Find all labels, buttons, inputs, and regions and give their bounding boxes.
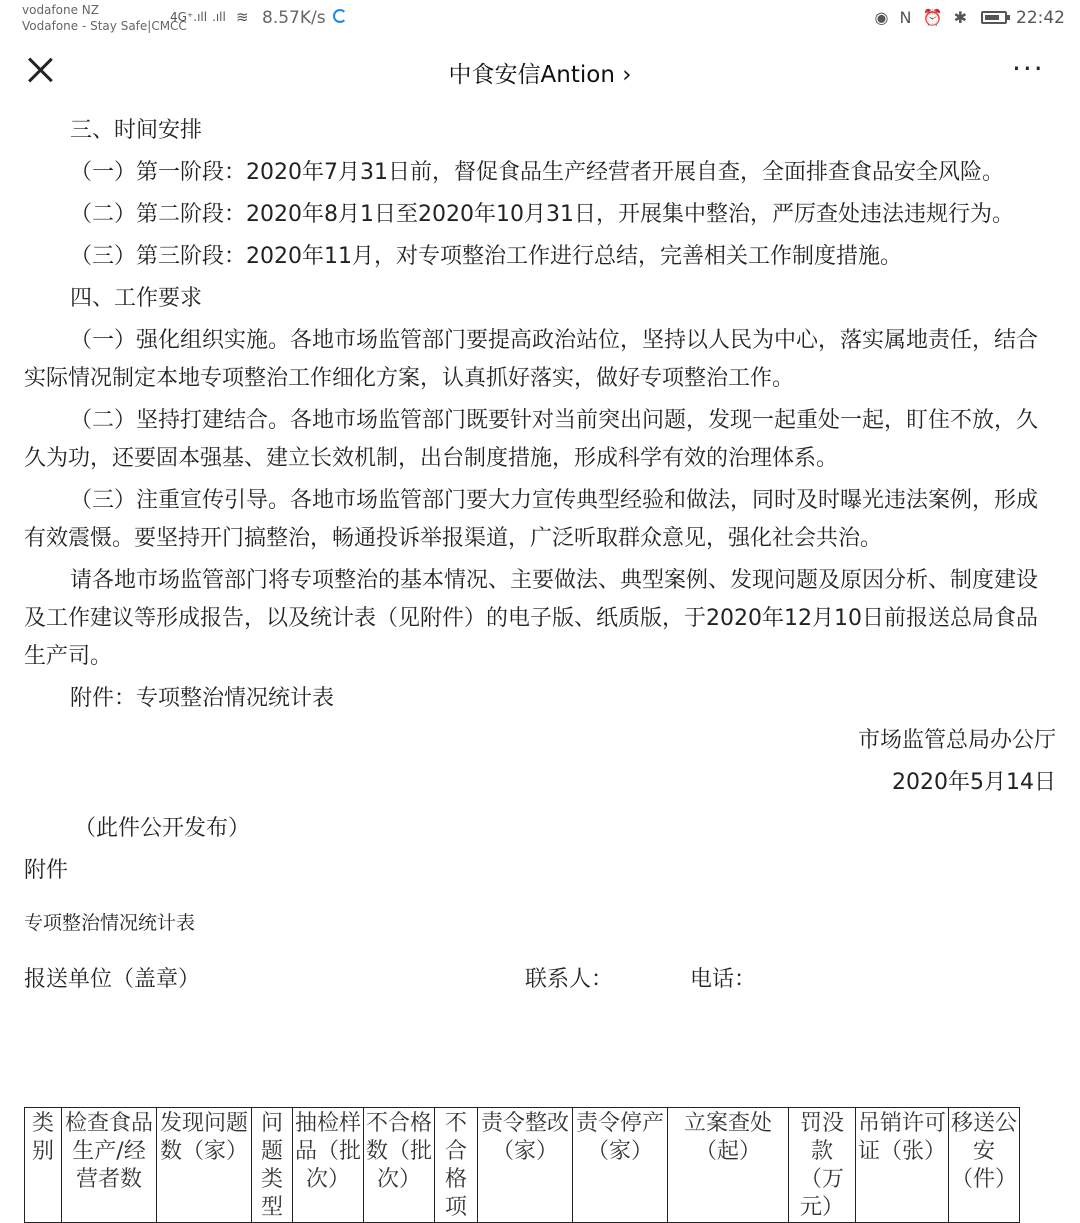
article-body	[24, 112, 1056, 1011]
paragraph: （三）第三阶段：2020年11月，对专项整治工作进行总结，完善相关工作制度措施。	[70, 244, 902, 269]
attachment-heading: 附件	[24, 858, 69, 883]
paragraph: （二）坚持打建结合。各地市场监管部门既要针对当前突出问题，发现一起重处一起，盯住不放，久久为功，还要固本强基、建立长效机制，出台制度措施，形成科学有效的治理体系。	[24, 408, 1039, 471]
table-header-cell: 问题类型	[252, 1108, 293, 1223]
section-heading-4: 四、工作要求	[70, 286, 203, 311]
issue-date: 2020年5月14日	[892, 770, 1056, 795]
table-header-cell: 责令整改（家）	[478, 1108, 573, 1223]
more-icon[interactable]: ···	[1012, 52, 1045, 85]
network-speed: 8.57K/s	[262, 8, 326, 28]
carrier-primary: vodafone NZ	[22, 3, 99, 17]
table-header-cell: 罚没款（万元）	[789, 1108, 856, 1223]
form-contact-label: 联系人：	[525, 967, 614, 992]
clock: 22:42	[1016, 8, 1065, 28]
table-title: 专项整治情况统计表	[24, 912, 196, 934]
signer: 市场监管总局办公厅	[857, 728, 1056, 753]
stats-table	[24, 1107, 1020, 1223]
table-header-cell: 责令停产（家）	[573, 1108, 668, 1223]
paragraph: （一）第一阶段：2020年7月31日前，督促食品生产经营者开展自查，全面排查食品安全风险。	[70, 160, 1004, 185]
paragraph: 请各地市场监管部门将专项整治的基本情况、主要做法、典型案例、发现问题及原因分析、制度建设及工作建议等形成报告，以及统计表（见附件）的电子版、纸质版，于2020年12月10日前报送总局食品生产司。	[24, 568, 1039, 669]
table-header-row	[25, 1108, 1020, 1223]
battery-tip	[1007, 15, 1010, 20]
signal-icon: .ıll	[212, 10, 226, 24]
table-header-cell: 检查食品生产/经营者数	[62, 1108, 157, 1223]
section-heading-3: 三、时间安排	[70, 118, 203, 143]
status-icons: ◉ N ⏰ ✱	[874, 8, 970, 27]
public-note: （此件公开发布）	[74, 816, 251, 841]
paragraph: （三）注重宣传引导。各地市场监管部门要大力宣传典型经验和做法，同时及时曝光违法案例，形成有效震慑。要坚持开门搞整治，畅通投诉举报渠道，广泛听取群众意见，强化社会共治。	[24, 488, 1039, 551]
table-header-cell: 不合格数（批次）	[364, 1108, 435, 1223]
wifi-icon: ≋	[236, 8, 249, 26]
status-bar	[0, 0, 1080, 40]
table-header-cell: 吊销许可证（张）	[856, 1108, 949, 1223]
form-unit-label: 报送单位（盖章）	[24, 967, 201, 992]
table-header-cell: 类别	[25, 1108, 62, 1223]
table-header-cell: 立案查处（起）	[668, 1108, 789, 1223]
form-row	[24, 961, 1056, 1011]
form-phone-label: 电话：	[690, 967, 757, 992]
paragraph: （二）第二阶段：2020年8月1日至2020年10月31日，开展集中整治，严厉查处违法违规行为。	[70, 202, 1014, 227]
table-header-cell: 移送公安（件）	[949, 1108, 1020, 1223]
page-title[interactable]: 中食安信Antion ›	[448, 62, 632, 88]
sync-icon	[333, 9, 347, 23]
nav-bar	[0, 42, 1080, 102]
paragraph: （一）强化组织实施。各地市场监管部门要提高政治站位，坚持以人民为中心，落实属地责任，结合实际情况制定本地专项整治工作细化方案，认真抓好落实，做好专项整治工作。	[24, 328, 1039, 391]
attachment-line: 附件：专项整治情况统计表	[70, 686, 335, 711]
table-header-cell: 发现问题数（家）	[157, 1108, 252, 1223]
carrier-secondary: Vodafone - Stay Safe|CMCC	[22, 19, 187, 33]
table-header-cell: 不合格项	[435, 1108, 478, 1223]
battery-icon	[981, 11, 1007, 24]
signal-icon-4g: 4G⁺.ıll	[170, 10, 208, 24]
table-header-cell: 抽检样品（批次）	[293, 1108, 364, 1223]
